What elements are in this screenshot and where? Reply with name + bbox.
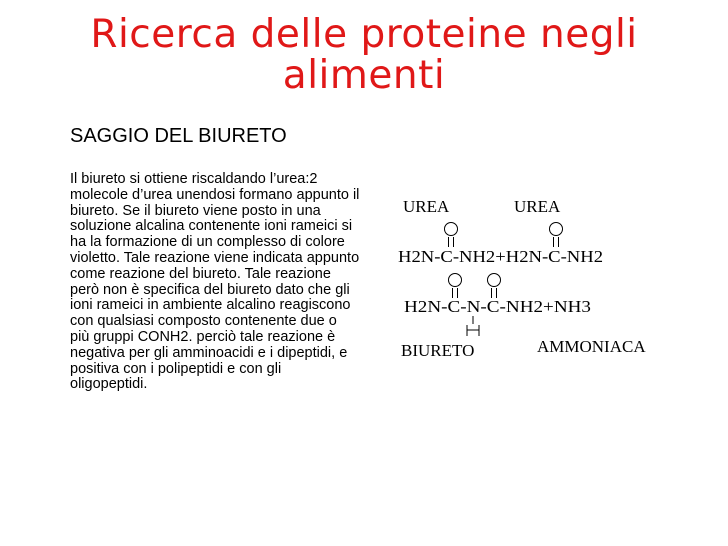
label-urea-right: UREA: [514, 197, 561, 216]
body-paragraph: Il biureto si ottiene riscaldando l’urea:2 molecole d’urea unendosi formano appunto il biureto. Se il biureto viene posto in una soluzione alcalina contenente ioni rameici si ha la formazione di un complesso di colore violetto. Tale reazione viene indicata appunto come reazione del biureto. Tale reazione però non è specifica del biureto dato che gli ioni rameici in ambiente alcalino reagiscono con qualsiasi composto contenente due o più gruppi CONH2. perciò tale reazione è negativa per gli amminoacidi e i dipeptidi, e positiva con i polipeptidi e con gli oligopeptidi.: [70, 171, 360, 393]
carbonyl-oxygen-product-left: [449, 274, 462, 299]
products-formula: H2N-C-N-C-NH2+NH3: [404, 297, 591, 316]
nh-hydrogen-bond: [467, 316, 479, 336]
slide-title: Ricerca delle proteine negli alimenti: [90, 12, 638, 98]
carbonyl-oxygen-right: [550, 223, 563, 248]
carbonyl-oxygen-left: [445, 223, 458, 248]
section-heading: SAGGIO DEL BIURETO: [70, 125, 287, 147]
reactants-formula: H2N-C-NH2+H2N-C-NH2: [398, 247, 603, 266]
label-urea-left: UREA: [403, 197, 450, 216]
label-ammoniaca: AMMONIACA: [537, 337, 646, 356]
label-biureto: BIURETO: [401, 341, 475, 360]
carbonyl-oxygen-product-right: [488, 274, 501, 299]
